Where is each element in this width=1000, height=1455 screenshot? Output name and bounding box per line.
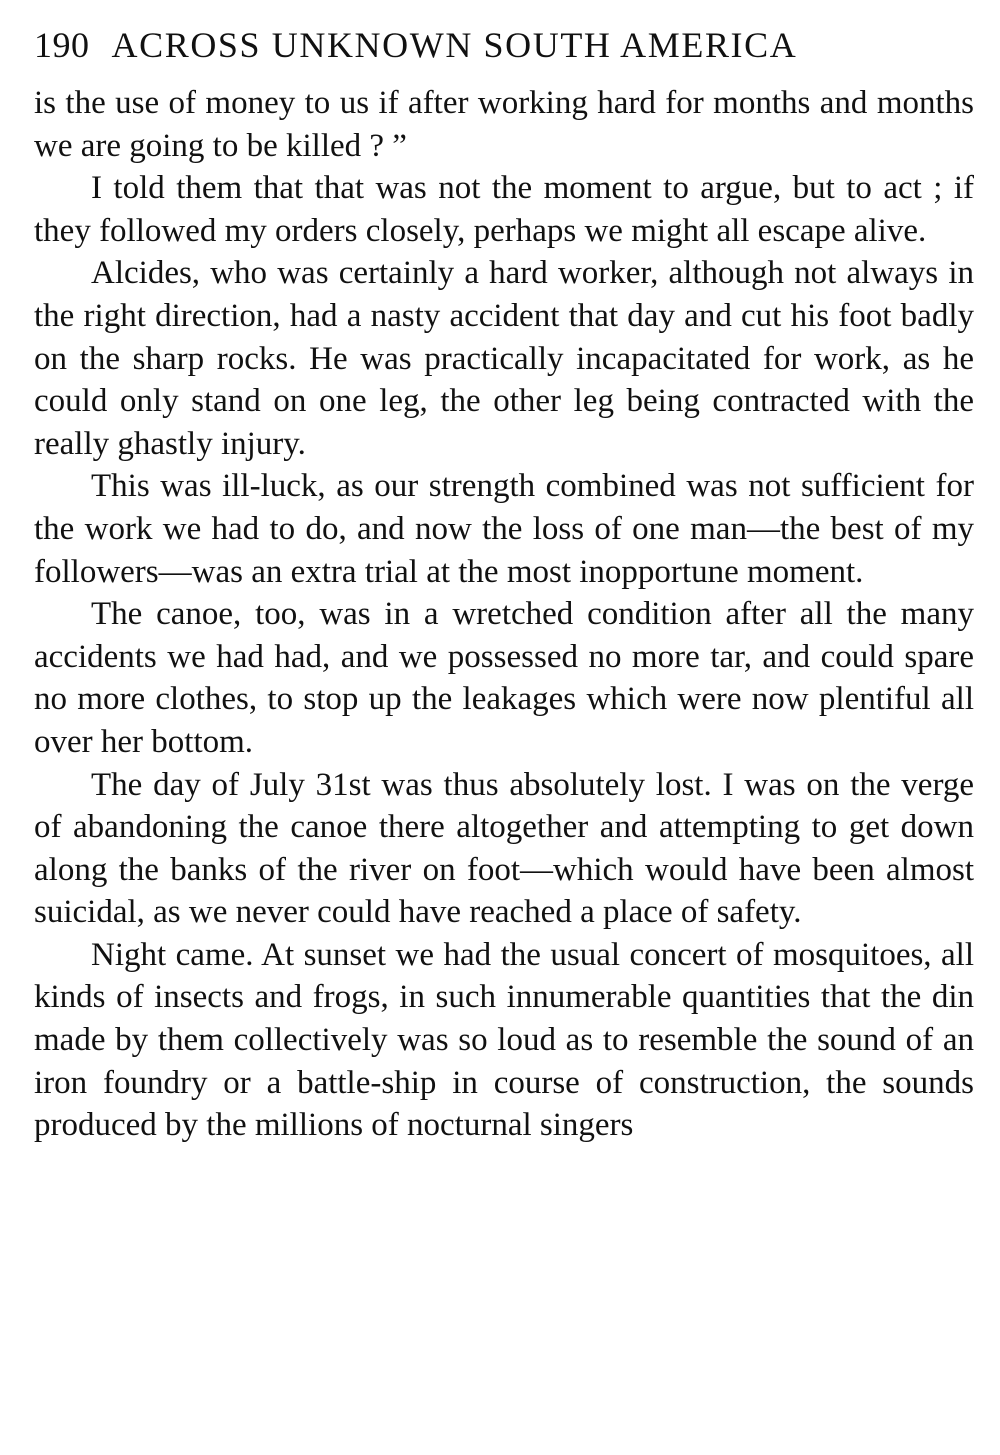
body-text	[34, 82, 974, 1147]
paragraph-orders: I told them that that was not the moment to argue, but to act ; if they followed my orders closely, perhaps we might all escape alive.	[34, 170, 974, 249]
paragraph-ill-luck: This was ill-luck, as our strength combined was not sufficient for the work we had to do, and now the loss of one man—the best of my followers—was an extra trial at the most inopportune moment.	[34, 468, 974, 590]
running-header	[34, 20, 974, 70]
paragraph-alcides-injury: Alcides, who was certainly a hard worker, although not always in the right direction, had a nasty accident that day and cut his foot badly on the sharp rocks. He was practically incapacitated for work, as he could only stand on one leg, the other leg being contracted with the really ghastly injury.	[34, 255, 974, 462]
running-title: ACROSS UNKNOWN SOUTH AMERICA	[111, 25, 798, 65]
paragraph-continued: is the use of money to us if after working hard for months and months we are going to be killed ? ”	[34, 85, 974, 164]
paragraph-july-31st: The day of July 31st was thus absolutely lost. I was on the verge of abandoning the canoe there altogether and attempting to get down along the banks of the river on foot—which would have been almost suicidal, as we never could have reached a place of safety.	[34, 766, 974, 931]
paragraph-night: Night came. At sunset we had the usual concert of mosquitoes, all kinds of insects and frogs, in such innumerable quantities that the din made by them collectively was so loud as to resemble the sound of an iron foundry or a battle-ship in course of construction, the sounds produced by the millions of nocturnal singers	[34, 936, 974, 1144]
paragraph-canoe-condition: The canoe, too, was in a wretched condition after all the many accidents we had had, and we possessed no more tar, and could spare no more clothes, to stop up the leakages which were now plentiful all over her bottom.	[34, 596, 974, 760]
page-number: 190	[34, 25, 90, 65]
